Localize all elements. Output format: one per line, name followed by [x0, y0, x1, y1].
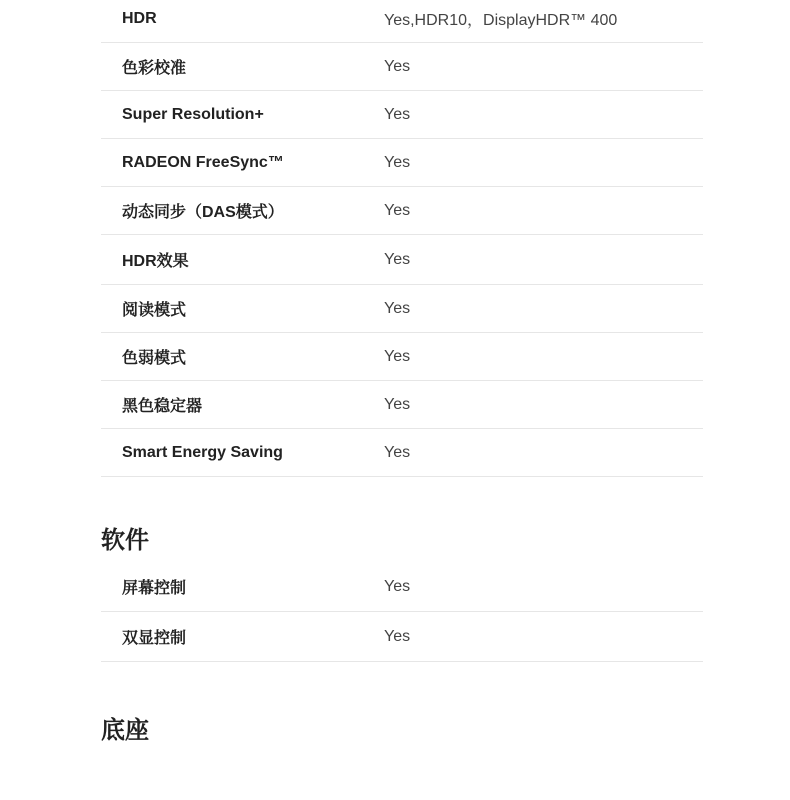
- spec-value: Yes: [384, 443, 411, 461]
- spec-value: Yes: [384, 299, 411, 317]
- spec-value: Yes: [384, 395, 411, 413]
- spec-row-freesync: [101, 139, 703, 187]
- spec-row-smart-energy-saving: [101, 429, 703, 477]
- spec-row-black-stabilizer: [101, 381, 703, 429]
- spec-row-hdr: [101, 0, 703, 43]
- spec-label: 双显控制: [122, 630, 187, 647]
- spec-value: Yes: [384, 627, 411, 645]
- spec-row-color-calibration: [101, 43, 703, 91]
- spec-value: Yes: [384, 201, 411, 219]
- spec-row-reading-mode: [101, 285, 703, 333]
- spec-label: Super Resolution+: [122, 105, 264, 123]
- spec-label: 动态同步（DAS模式）: [122, 204, 284, 221]
- spec-value: Yes: [384, 250, 411, 268]
- spec-row-color-weakness-mode: [101, 333, 703, 381]
- spec-row-super-resolution: [101, 91, 703, 139]
- spec-value: Yes: [384, 105, 411, 123]
- spec-row-das-mode: [101, 187, 703, 235]
- spec-row-hdr-effect: [101, 235, 703, 285]
- spec-label: 色彩校准: [122, 60, 187, 77]
- spec-label: 色弱模式: [122, 350, 187, 367]
- spec-value: Yes: [384, 577, 411, 595]
- spec-value: Yes,HDR10，DisplayHDR™ 400: [384, 12, 618, 29]
- spec-label: HDR效果: [122, 253, 189, 270]
- section-spacer: [101, 662, 703, 710]
- spec-value: Yes: [384, 347, 411, 365]
- spec-label: HDR: [122, 9, 157, 27]
- spec-row-dual-controller: [101, 612, 703, 662]
- spec-label: 阅读模式: [122, 302, 187, 319]
- spec-label: 黑色稳定器: [122, 398, 203, 415]
- spec-table-container: [101, 0, 703, 752]
- section-spacer: [101, 477, 703, 520]
- spec-label: 屏幕控制: [122, 580, 187, 597]
- spec-value: Yes: [384, 153, 411, 171]
- spec-value: Yes: [384, 57, 411, 75]
- section-heading-software: 软件: [101, 527, 149, 554]
- section-heading-stand: 底座: [101, 717, 149, 744]
- spec-label: RADEON FreeSync™: [122, 153, 284, 171]
- spec-label: Smart Energy Saving: [122, 443, 283, 461]
- spec-row-screen-control: [101, 562, 703, 612]
